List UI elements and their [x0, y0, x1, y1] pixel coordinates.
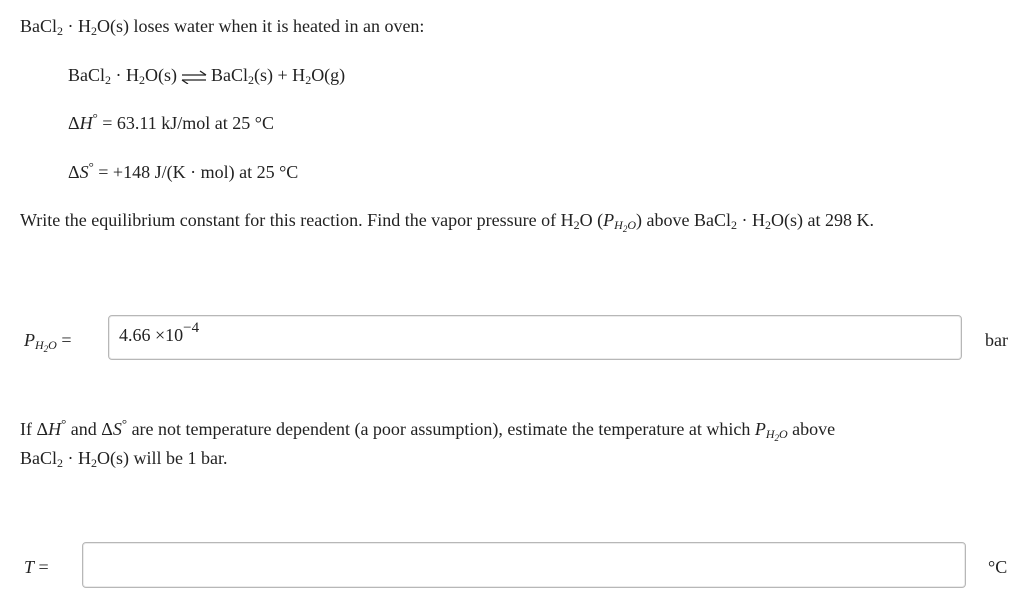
degree-sup: °	[92, 110, 98, 125]
entropy-symbol: S	[112, 419, 122, 439]
question-text: O (	[579, 210, 604, 230]
dot-text: ·	[741, 210, 748, 230]
formula-text: H	[126, 65, 140, 85]
pressure-subscript	[766, 427, 788, 441]
question-text: Write the equilibrium constant for this reaction. Find the vapor pressure of H	[20, 210, 574, 230]
formula-text: BaCl	[211, 65, 249, 85]
intro-text	[20, 16, 424, 37]
mantissa-text: 4.66	[119, 325, 151, 345]
reaction-equation	[68, 65, 345, 86]
intro-description: loses water when it is heated in an oven:	[133, 16, 425, 36]
answer-1-label	[24, 330, 72, 354]
exponent-text: −4	[183, 320, 200, 336]
subscript: O	[48, 338, 57, 352]
subscript: 2	[57, 456, 64, 470]
dot-text: ·	[67, 448, 74, 468]
temperature-unit: °C	[988, 557, 1008, 577]
degree-sup: °	[61, 416, 67, 431]
question-text: O(s) at 298 K.	[770, 210, 874, 230]
formula-text: BaCl	[20, 448, 58, 468]
subscript: H	[35, 338, 44, 352]
pressure-symbol: P	[754, 419, 766, 439]
subscript: 2	[305, 73, 312, 87]
temperature-symbol: T	[24, 557, 35, 577]
entropy-symbol: S	[79, 162, 89, 182]
formula-text: BaCl	[20, 16, 58, 36]
question-text: ) above BaCl	[635, 210, 731, 230]
subscript: H	[614, 218, 623, 232]
equals-sign: =	[38, 557, 49, 577]
formula-text: H	[78, 448, 92, 468]
enthalpy-line	[68, 110, 274, 134]
subscript: 2	[105, 73, 112, 87]
pressure-unit: bar	[985, 330, 1008, 350]
question-2-line-1	[20, 416, 836, 443]
delta-symbol: Δ	[68, 162, 80, 182]
subscript: H	[765, 427, 775, 441]
equilibrium-arrows-icon	[180, 70, 208, 84]
formula-text: H	[78, 16, 92, 36]
question-text: H	[751, 210, 765, 230]
question-text: If Δ	[20, 419, 49, 439]
formula-text: O(s)	[97, 16, 130, 36]
temperature-input[interactable]	[82, 542, 966, 588]
pressure-subscript	[614, 218, 636, 232]
question-2-line-2	[20, 448, 228, 469]
subscript: 2	[57, 24, 64, 38]
subscript: O	[779, 427, 788, 441]
dot-text: ·	[67, 16, 74, 36]
vapor-pressure-value	[119, 320, 200, 346]
subscript: O	[627, 218, 636, 232]
entropy-value: = +148 J/(K · mol) at 25 °C	[98, 162, 299, 182]
subscript: 2	[248, 73, 255, 87]
degree-sup: °	[88, 159, 94, 174]
subscript: 2	[139, 73, 146, 87]
pressure-symbol: P	[24, 330, 35, 350]
question-1	[20, 210, 874, 234]
formula-text: O(s)	[145, 65, 178, 85]
pressure-subscript	[35, 338, 57, 352]
subscript: 2	[91, 456, 98, 470]
answer-2-label	[24, 557, 49, 578]
enthalpy-value: = 63.11 kJ/mol at 25 °C	[102, 113, 274, 133]
entropy-line	[68, 159, 299, 183]
question-text: above	[792, 419, 836, 439]
dot-text: ·	[115, 65, 122, 85]
formula-text: O(g)	[311, 65, 346, 85]
formula-text: (s) + H	[254, 65, 306, 85]
subscript: 2	[91, 24, 98, 38]
equals-sign: =	[61, 330, 72, 350]
vapor-pressure-input[interactable]	[108, 315, 962, 360]
question-text: and Δ	[70, 419, 113, 439]
subscript: 2	[622, 224, 628, 234]
enthalpy-symbol: H	[48, 419, 62, 439]
subscript: 2	[774, 433, 779, 443]
formula-text: BaCl	[68, 65, 106, 85]
question-text: O(s) will be 1 bar.	[97, 448, 228, 468]
delta-symbol: Δ	[68, 113, 80, 133]
question-text: are not temperature dependent (a poor assumption), estimate the temperature at which	[131, 419, 751, 439]
subscript: 2	[764, 218, 771, 232]
pressure-symbol: P	[603, 210, 615, 230]
subscript: 2	[730, 218, 737, 232]
enthalpy-symbol: H	[79, 113, 93, 133]
degree-sup: °	[121, 416, 128, 431]
times-ten-text: ×10	[155, 325, 184, 345]
subscript: 2	[43, 344, 49, 354]
subscript: 2	[573, 218, 580, 232]
